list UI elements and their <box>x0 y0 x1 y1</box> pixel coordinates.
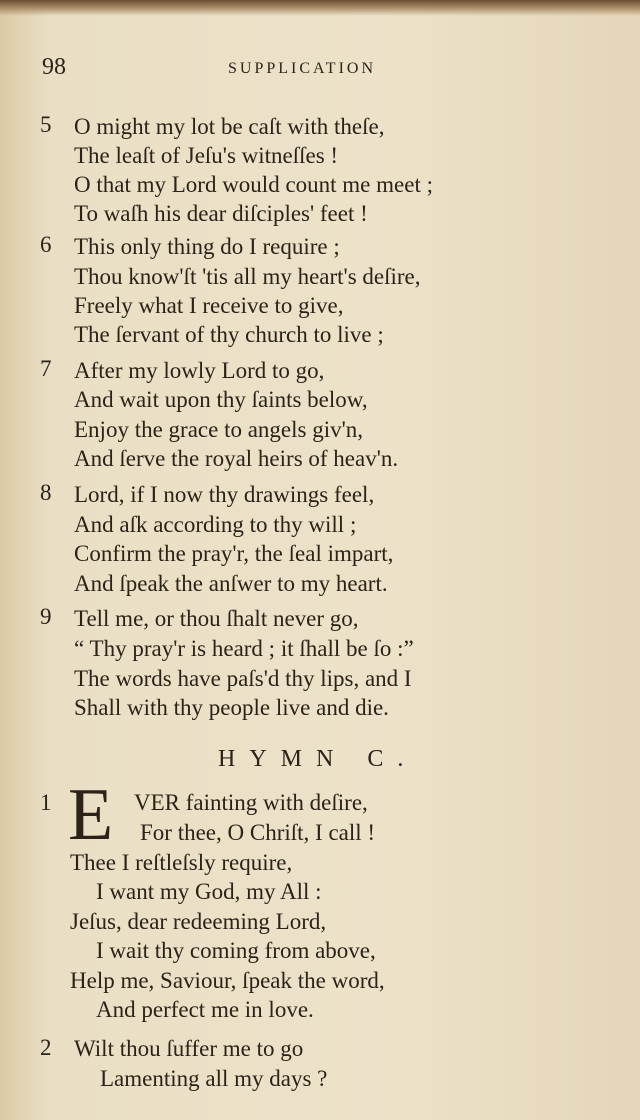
verse-line: The words have paſs'd thy lips, and I <box>74 666 412 691</box>
verse-line: Thee I reſtleſsly require, <box>70 850 293 875</box>
verse-line: Lamenting all my days ? <box>100 1066 328 1091</box>
verse-line: I want my God, my All : <box>96 879 322 904</box>
verse-line: O that my Lord would count me meet ; <box>74 172 433 197</box>
verse-line: And ſpeak the anſwer to my heart. <box>74 571 388 596</box>
verse-line: “ Thy pray'r is heard ; it ſhall be ſo :” <box>74 636 414 661</box>
verse-line: Freely what I receive to give, <box>74 293 344 318</box>
verse-line: To waſh his dear diſciples' feet ! <box>74 201 368 226</box>
verse-line: After my lowly Lord to go, <box>74 358 325 383</box>
hymn-heading: HYMN C. <box>218 746 418 772</box>
verse-line: And wait upon thy ſaints below, <box>74 387 368 412</box>
verse-line: And perfect me in love. <box>96 997 314 1022</box>
stanza-number: 6 <box>40 232 52 257</box>
verse-line: VER fainting with deſire, <box>134 790 368 815</box>
verse-line: O might my lot be caſt with theſe, <box>74 114 385 139</box>
verse-line: The leaſt of Jeſu's witneſſes ! <box>74 143 339 168</box>
verse-line: And ſerve the royal heirs of heav'n. <box>74 446 399 471</box>
verse-line: Jeſus, dear redeeming Lord, <box>70 909 327 934</box>
verse-line: Lord, if I now thy drawings feel, <box>74 482 375 507</box>
page-top-edge <box>0 0 640 16</box>
verse-line: This only thing do I require ; <box>74 234 340 259</box>
verse-line: The ſervant of thy church to live ; <box>74 322 384 347</box>
stanza-number: 7 <box>40 356 52 381</box>
drop-cap: E <box>68 774 114 856</box>
verse-line: Enjoy the grace to angels giv'n, <box>74 417 364 442</box>
verse-line: Confirm the pray'r, the ſeal impart, <box>74 541 394 566</box>
verse-line: I wait thy coming from above, <box>96 938 376 963</box>
verse-line: For thee, O Chriſt, I call ! <box>140 820 376 845</box>
verse-line: Thou know'ſt 'tis all my heart's deſire, <box>74 264 421 289</box>
stanza-number: 9 <box>40 604 52 629</box>
page-number: 98 <box>42 54 66 80</box>
stanza-number: 5 <box>40 112 52 137</box>
verse-line: Help me, Saviour, ſpeak the word, <box>70 968 385 993</box>
stanza-number: 1 <box>40 790 52 815</box>
verse-line: And aſk according to thy will ; <box>74 512 357 537</box>
stanza-number: 8 <box>40 480 52 505</box>
running-head: SUPPLICATION <box>228 60 377 77</box>
stanza-number: 2 <box>40 1035 52 1060</box>
verse-line: Wilt thou ſuffer me to go <box>74 1036 304 1061</box>
verse-line: Tell me, or thou ſhalt never go, <box>74 606 359 631</box>
verse-line: Shall with thy people live and die. <box>74 695 389 720</box>
